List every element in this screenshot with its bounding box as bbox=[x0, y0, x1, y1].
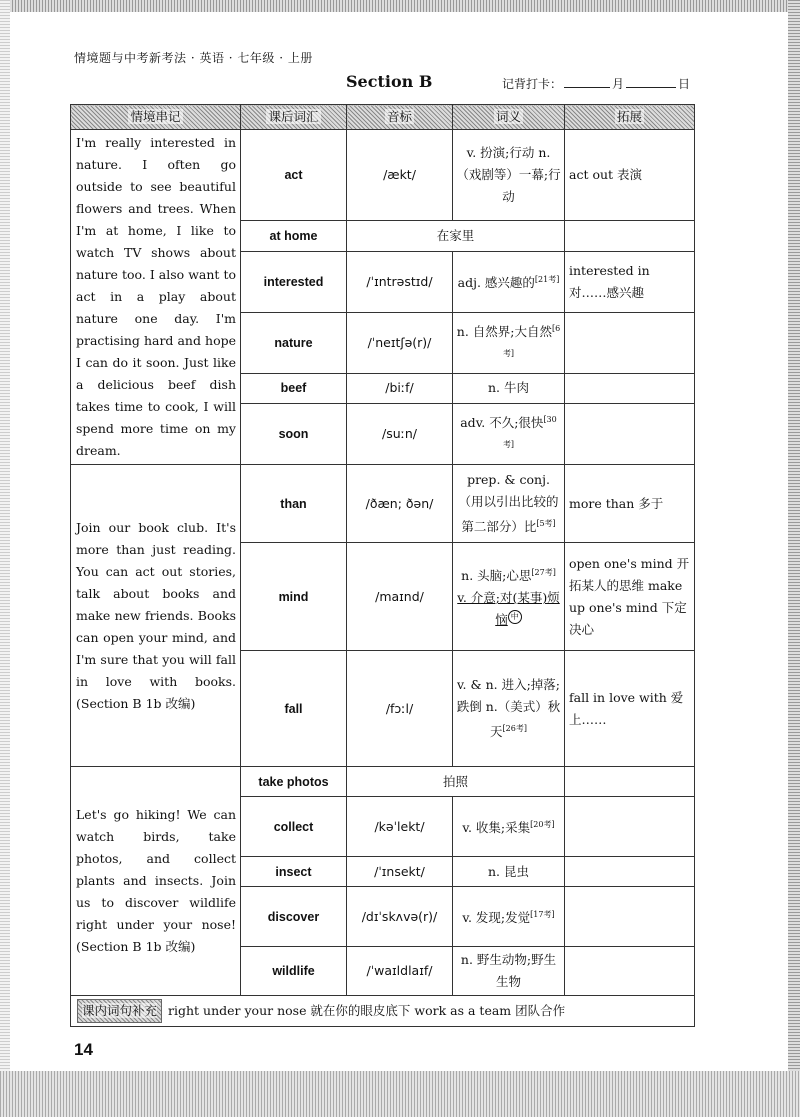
ext-collect bbox=[565, 797, 695, 857]
exam-mark: [21考] bbox=[534, 275, 560, 285]
vocab-table bbox=[70, 104, 695, 1027]
ipa-interested: /ˈɪntrəstɪd/ bbox=[347, 251, 453, 312]
ext-fall: fall in love with 爱上…… bbox=[565, 651, 695, 767]
ipa-collect: /kəˈlekt/ bbox=[347, 797, 453, 857]
word-interested: interested bbox=[241, 251, 347, 312]
ipa-soon: /suːn/ bbox=[347, 404, 453, 465]
ext-at-home bbox=[565, 221, 695, 251]
ipa-mind: /maɪnd/ bbox=[347, 543, 453, 651]
meaning-nature: n. 自然界;大自然[6考] bbox=[453, 312, 565, 373]
header-story: 情境串记 bbox=[71, 105, 241, 130]
ipa-insect: /ˈɪnsekt/ bbox=[347, 857, 453, 887]
word-soon: soon bbox=[241, 404, 347, 465]
meaning-take-photos: 拍照 bbox=[347, 767, 565, 797]
meaning-than: prep. & conj.（用以引出比较的第二部分）比[5考] bbox=[453, 465, 565, 543]
meaning-beef: n. 牛肉 bbox=[453, 373, 565, 403]
ext-interested: interested in 对……感兴趣 bbox=[565, 251, 695, 312]
month-label: 月 bbox=[612, 77, 625, 91]
table-row bbox=[71, 767, 695, 797]
story-2: Join our book club. It's more than just reading. You can act out stories, talk about books and make new friends. Books can open your mind, and I'm sure that you will fall in love with books. (Section B 1b 改编) bbox=[71, 465, 241, 767]
exam-mark: [26考] bbox=[502, 723, 527, 733]
meaning-fall: v. & n. 进入;掉落;跌倒 n.（美式）秋天[26考] bbox=[453, 651, 565, 767]
header-meaning: 词义 bbox=[453, 105, 565, 130]
meaning-mind: n. 头脑;心思[27考] v. 介意;对(某事)烦恼 中 bbox=[453, 543, 565, 651]
ext-discover bbox=[565, 887, 695, 947]
ipa-fall: /fɔːl/ bbox=[347, 651, 453, 767]
ext-nature bbox=[565, 312, 695, 373]
word-beef: beef bbox=[241, 373, 347, 403]
word-take-photos: take photos bbox=[241, 767, 347, 797]
meaning-collect: v. 收集;采集[20考] bbox=[453, 797, 565, 857]
ext-than: more than 多于 bbox=[565, 465, 695, 543]
table-row bbox=[71, 130, 695, 221]
ipa-nature: /ˈneɪtʃə(r)/ bbox=[347, 312, 453, 373]
exam-mark: [17考] bbox=[530, 909, 555, 919]
story-3: Let's go hiking! We can watch birds, take photos, and collect plants and insects. Join us to discover wildlife right under your nose! (Section B 1b 改编) bbox=[71, 767, 241, 996]
supplement-text: right under your nose 就在你的眼皮底下 work as a team 团队合作 bbox=[168, 1003, 566, 1018]
ipa-act: /ækt/ bbox=[347, 130, 453, 221]
supplement-label: 课内词句补充 bbox=[77, 999, 162, 1023]
header-extension: 拓展 bbox=[565, 105, 695, 130]
word-than: than bbox=[241, 465, 347, 543]
mid-level-mark: 中 bbox=[508, 610, 522, 624]
word-act: act bbox=[241, 130, 347, 221]
meaning-insect: n. 昆虫 bbox=[453, 857, 565, 887]
checkin-label: 记背打卡： bbox=[502, 77, 563, 91]
header-word: 课后词汇 bbox=[241, 105, 347, 130]
scan-edge-left bbox=[0, 0, 10, 1117]
header-ipa: 音标 bbox=[347, 105, 453, 130]
table-row bbox=[71, 465, 695, 543]
scan-edge-bottom bbox=[0, 1071, 800, 1117]
exam-mark: [6考] bbox=[502, 323, 561, 358]
scan-edge-top bbox=[0, 0, 800, 12]
page-number: 14 bbox=[74, 1040, 93, 1059]
ext-take-photos bbox=[565, 767, 695, 797]
ext-soon bbox=[565, 404, 695, 465]
story-1: I'm really interested in nature. I often go outside to see beautiful flowers and trees. When I'm at home, I like to watch TV shows about nature too. I also want to act in a play about nature one day. I'm practising hard and hope I can do it soon. Just like a delicious beef dish takes time to cook, I will spend more time on my dream. bbox=[71, 130, 241, 465]
running-head: 情境题与中考新考法 · 英语 · 七年级 · 上册 bbox=[74, 51, 313, 65]
ext-insect bbox=[565, 857, 695, 887]
ipa-discover: /dɪˈskʌvə(r)/ bbox=[347, 887, 453, 947]
meaning-discover: v. 发现;发觉[17考] bbox=[453, 887, 565, 947]
exam-mark: [27考] bbox=[531, 567, 556, 577]
word-nature: nature bbox=[241, 312, 347, 373]
table-header-row bbox=[71, 105, 695, 130]
word-fall: fall bbox=[241, 651, 347, 767]
ext-wildlife bbox=[565, 947, 695, 996]
word-collect: collect bbox=[241, 797, 347, 857]
word-at-home: at home bbox=[241, 221, 347, 251]
checkin-line bbox=[502, 75, 690, 92]
scan-edge-right bbox=[788, 0, 800, 1117]
exam-mark: [5考] bbox=[536, 518, 556, 528]
ext-mind: open one's mind 开拓某人的思维 make up one's mind 下定决心 bbox=[565, 543, 695, 651]
ipa-beef: /biːf/ bbox=[347, 373, 453, 403]
meaning-soon: adv. 不久;很快[30考] bbox=[453, 404, 565, 465]
meaning-act: v. 扮演;行动 n.（戏剧等）一幕;行动 bbox=[453, 130, 565, 221]
word-discover: discover bbox=[241, 887, 347, 947]
exam-mark: [20考] bbox=[530, 819, 555, 829]
supplement-cell bbox=[71, 996, 695, 1027]
meaning-wildlife: n. 野生动物;野生生物 bbox=[453, 947, 565, 996]
checkin-day-blank[interactable] bbox=[626, 76, 676, 88]
supplement-row bbox=[71, 996, 695, 1027]
word-mind: mind bbox=[241, 543, 347, 651]
day-label: 日 bbox=[678, 77, 691, 91]
checkin-month-blank[interactable] bbox=[564, 76, 610, 88]
ipa-than: /ðæn; ðən/ bbox=[347, 465, 453, 543]
ext-act: act out 表演 bbox=[565, 130, 695, 221]
meaning-interested: adj. 感兴趣的[21考] bbox=[453, 251, 565, 312]
meaning-at-home: 在家里 bbox=[347, 221, 565, 251]
section-title: Section B bbox=[346, 72, 433, 91]
ipa-wildlife: /ˈwaɪldlaɪf/ bbox=[347, 947, 453, 996]
word-insect: insect bbox=[241, 857, 347, 887]
word-wildlife: wildlife bbox=[241, 947, 347, 996]
exam-mark: [30考] bbox=[502, 414, 557, 450]
ext-beef bbox=[565, 373, 695, 403]
